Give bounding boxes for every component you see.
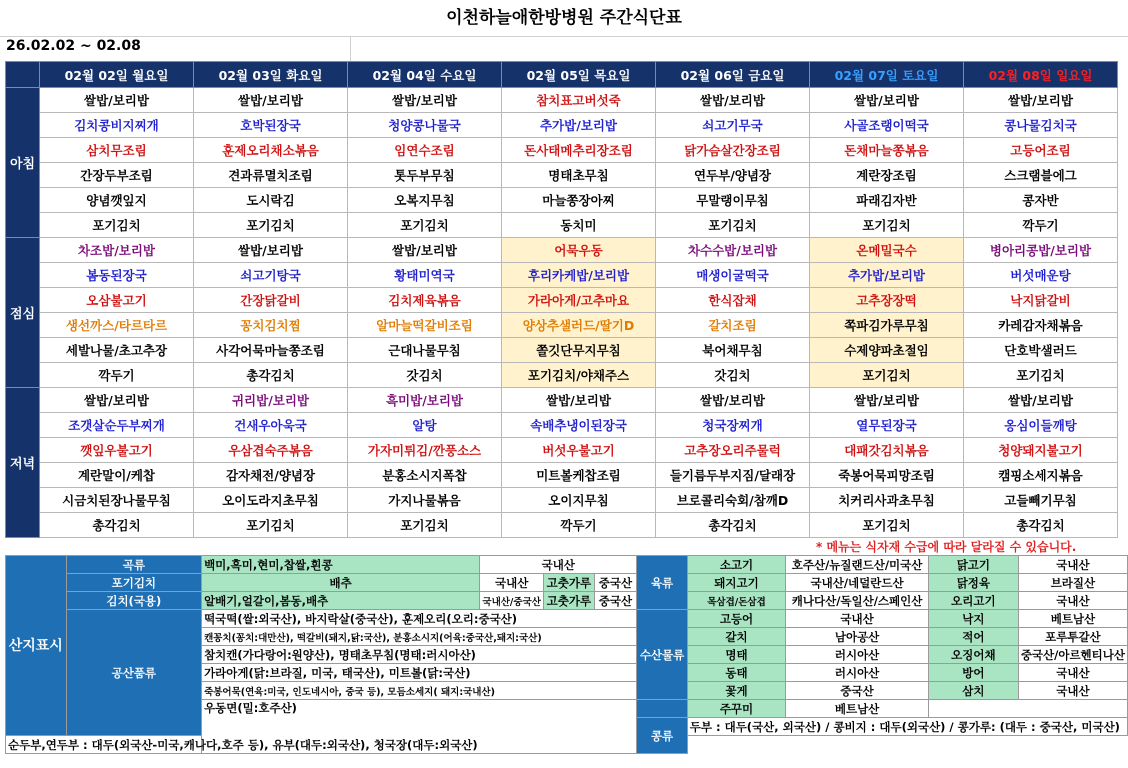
bean-line: 순두부,연두부 : 대두(외국산-미국,캐나다,호주 등), 유부(대두:외국산), 청국장(대두:외국산) <box>6 736 480 754</box>
processed-line: 떡국떡(쌀:외국산), 바지락살(중국산), 훈제오리(오리:중국산) <box>202 610 637 628</box>
menu-item: 오복지무침 <box>348 188 502 213</box>
menu-item: 깍두기 <box>964 213 1118 238</box>
menu-item: 명태초무침 <box>502 163 656 188</box>
menu-item: 포기김치 <box>656 213 810 238</box>
menu-row <box>6 513 1118 538</box>
meat-item: 닭정육 <box>928 574 1018 592</box>
divider <box>0 36 1128 37</box>
menu-item: 쌀밥/보리밥 <box>656 388 810 413</box>
menu-row <box>6 363 1118 388</box>
menu-item: 세발나물/초고추장 <box>40 338 194 363</box>
menu-item: 차조밥/보리밥 <box>40 238 194 263</box>
meat-origin: 국내산/네덜란드산 <box>786 574 929 592</box>
menu-row <box>6 213 1118 238</box>
menu-item: 감자채전/양념장 <box>194 463 348 488</box>
menu-item: 알마늘떡갈비조림 <box>348 313 502 338</box>
menu-item: 병아리콩밥/보리밥 <box>964 238 1118 263</box>
menu-item: 포기김치 <box>348 213 502 238</box>
menu-item: 청국장찌개 <box>656 413 810 438</box>
seafood-origin: 베트남산 <box>786 700 929 718</box>
notice-text: * 메뉴는 식자재 수급에 따라 달라질 수 있습니다. <box>816 540 1077 554</box>
kimchi-pepper: 고춧가루 <box>544 574 594 592</box>
menu-row <box>6 338 1118 363</box>
menu-item: 수제양파초절임 <box>810 338 964 363</box>
menu-item: 흑미밥/보리밥 <box>348 388 502 413</box>
menu-item: 김치콩비지찌개 <box>40 113 194 138</box>
category-processed: 공산품류 <box>66 610 201 736</box>
menu-item: 총각김치 <box>656 513 810 538</box>
menu-item: 총각김치 <box>964 513 1118 538</box>
menu-item: 쇠고기탕국 <box>194 263 348 288</box>
menu-item: 파래김자반 <box>810 188 964 213</box>
menu-item: 추가밥/보리밥 <box>810 263 964 288</box>
menu-item: 꽁치김치찜 <box>194 313 348 338</box>
kimchi-pepper-origin: 중국산 <box>594 574 637 592</box>
menu-row <box>6 463 1118 488</box>
menu-item: 삼치무조림 <box>40 138 194 163</box>
meat-origin: 호주산/뉴질랜드산/미국산 <box>786 556 929 574</box>
menu-item: 쌀밥/보리밥 <box>194 238 348 263</box>
menu-item: 도시락김 <box>194 188 348 213</box>
menu-item: 김치제육볶음 <box>348 288 502 313</box>
category-bean: 콩류 <box>637 718 687 754</box>
menu-item: 생선까스/타르타르 <box>40 313 194 338</box>
menu-item: 치커리사과초무침 <box>810 488 964 513</box>
menu-item: 후리카케밥/보리밥 <box>502 263 656 288</box>
meat-item: 돼지고기 <box>687 574 785 592</box>
processed-line: 참치캔(가다랑어:원양산), 명태초무침(명태:러시아산) <box>202 646 637 664</box>
menu-item: 돈사태메추리장조림 <box>502 138 656 163</box>
seafood-item: 고등어 <box>687 610 785 628</box>
meat-origin: 국내산 <box>1018 556 1127 574</box>
menu-item: 버섯매운탕 <box>964 263 1118 288</box>
menu-item: 한식잡채 <box>656 288 810 313</box>
menu-item: 갓김치 <box>656 363 810 388</box>
menu-item: 쌀밥/보리밥 <box>194 88 348 113</box>
meal-label: 아침 <box>6 88 40 238</box>
menu-item: 사각어묵마늘쫑조림 <box>194 338 348 363</box>
menu-item: 훈제오리채소볶음 <box>194 138 348 163</box>
menu-item: 우삼겹숙주볶음 <box>194 438 348 463</box>
meal-label: 점심 <box>6 238 40 388</box>
menu-item: 포기김치 <box>964 363 1118 388</box>
seafood-origin: 중국산/아르헨티나산 <box>1018 646 1127 664</box>
menu-row <box>6 413 1118 438</box>
menu-item: 포기김치 <box>810 513 964 538</box>
divider <box>350 36 351 61</box>
menu-item: 봄동된장국 <box>40 263 194 288</box>
menu-item: 쌀밥/보리밥 <box>810 388 964 413</box>
menu-row <box>6 163 1118 188</box>
meal-label: 저녁 <box>6 388 40 538</box>
menu-item: 대패갓김치볶음 <box>810 438 964 463</box>
category-seafood: 수산물류 <box>637 610 687 700</box>
menu-row <box>6 313 1118 338</box>
seafood-origin: 국내산 <box>1018 682 1127 700</box>
menu-item: 양상추샐러드/딸기D <box>502 313 656 338</box>
week-period: 26.02.02 ~ 02.08 <box>6 38 141 54</box>
menu-row <box>6 388 1118 413</box>
menu-item: 쌀밥/보리밥 <box>348 88 502 113</box>
seafood-item: 삼치 <box>928 682 1018 700</box>
menu-item: 근대나물무침 <box>348 338 502 363</box>
menu-item: 쌀밥/보리밥 <box>348 238 502 263</box>
grain-origin: 국내산 <box>480 556 637 574</box>
day-header: 02월 06일 금요일 <box>656 62 810 88</box>
menu-item: 고들빼기무침 <box>964 488 1118 513</box>
menu-item: 포기김치 <box>40 213 194 238</box>
menu-row <box>6 288 1118 313</box>
menu-item: 들기름두부지짐/달래장 <box>656 463 810 488</box>
menu-row <box>6 238 1118 263</box>
seafood-item: 오징어채 <box>928 646 1018 664</box>
menu-item: 견과류멸치조림 <box>194 163 348 188</box>
meat-origin: 국내산 <box>1018 592 1127 610</box>
kimchi2-items: 알배기,얼갈이,봄동,배추 <box>202 592 480 610</box>
meat-item: 닭고기 <box>928 556 1018 574</box>
page-title: 이천하늘애한방병원 주간식단표 <box>446 8 682 28</box>
menu-item: 양념깻잎지 <box>40 188 194 213</box>
menu-item: 알탕 <box>348 413 502 438</box>
seafood-origin: 러시아산 <box>786 646 929 664</box>
meat-origin: 캐나다산/독일산/스페인산 <box>786 592 929 610</box>
seafood-item: 명태 <box>687 646 785 664</box>
menu-item: 연두부/양념장 <box>656 163 810 188</box>
category-kimchi-soup: 김치(국용) <box>66 592 201 610</box>
menu-item: 계란말이/케찹 <box>40 463 194 488</box>
menu-item: 깍두기 <box>40 363 194 388</box>
menu-item: 시금치된장나물무침 <box>40 488 194 513</box>
corner-cell <box>6 62 40 88</box>
menu-item: 닭가슴살간장조림 <box>656 138 810 163</box>
menu-item: 간장닭갈비 <box>194 288 348 313</box>
seafood-origin: 남아공산 <box>786 628 929 646</box>
seafood-item: 갈치 <box>687 628 785 646</box>
menu-item: 온메밀국수 <box>810 238 964 263</box>
menu-row <box>6 138 1118 163</box>
kimchi2-items-origin: 국내산/중국산 <box>480 592 544 610</box>
menu-item: 가라아게/고추마요 <box>502 288 656 313</box>
menu-item: 어묵우동 <box>502 238 656 263</box>
menu-item: 청양콩나물국 <box>348 113 502 138</box>
menu-item: 갓김치 <box>348 363 502 388</box>
menu-item: 쫄깃단무지무침 <box>502 338 656 363</box>
menu-item: 조갯살순두부찌개 <box>40 413 194 438</box>
weekly-menu-table <box>5 61 1118 538</box>
menu-item: 총각김치 <box>40 513 194 538</box>
menu-item: 낙지닭갈비 <box>964 288 1118 313</box>
menu-item: 브로콜리숙회/참깨D <box>656 488 810 513</box>
menu-item: 쌀밥/보리밥 <box>964 388 1118 413</box>
menu-row <box>6 438 1118 463</box>
menu-item: 사골조랭이떡국 <box>810 113 964 138</box>
menu-item: 갈치조림 <box>656 313 810 338</box>
menu-item: 돈채마늘쫑볶음 <box>810 138 964 163</box>
seafood-empty <box>928 700 1127 718</box>
seafood-spacer <box>637 700 687 718</box>
menu-item: 임연수조림 <box>348 138 502 163</box>
menu-item: 버섯우불고기 <box>502 438 656 463</box>
kimchi-cabbage-origin: 국내산 <box>480 574 544 592</box>
day-header-sunday: 02월 08일 일요일 <box>964 62 1118 88</box>
menu-item: 깻잎우불고기 <box>40 438 194 463</box>
seafood-origin: 중국산 <box>786 682 929 700</box>
menu-item: 포기김치 <box>810 213 964 238</box>
menu-item: 오이도라지초무침 <box>194 488 348 513</box>
menu-item: 청양돼지불고기 <box>964 438 1118 463</box>
day-header: 02월 04일 수요일 <box>348 62 502 88</box>
menu-item: 콩나물김치국 <box>964 113 1118 138</box>
seafood-item: 꽃게 <box>687 682 785 700</box>
menu-item: 쌀밥/보리밥 <box>656 88 810 113</box>
menu-item: 미트볼케찹조림 <box>502 463 656 488</box>
menu-row <box>6 188 1118 213</box>
menu-row <box>6 263 1118 288</box>
menu-item: 쌀밥/보리밥 <box>502 388 656 413</box>
meat-origin: 브라질산 <box>1018 574 1127 592</box>
menu-item: 속배추냉이된장국 <box>502 413 656 438</box>
menu-item: 쪽파김가루무침 <box>810 313 964 338</box>
menu-item: 포기김치 <box>348 513 502 538</box>
menu-row <box>6 88 1118 113</box>
menu-item: 추가밥/보리밥 <box>502 113 656 138</box>
menu-item: 간장두부조림 <box>40 163 194 188</box>
day-header: 02월 02일 월요일 <box>40 62 194 88</box>
menu-item: 옹심이들깨탕 <box>964 413 1118 438</box>
menu-item: 카레감자채볶음 <box>964 313 1118 338</box>
menu-item: 쌀밥/보리밥 <box>964 88 1118 113</box>
day-header-saturday: 02월 07일 토요일 <box>810 62 964 88</box>
day-header: 02월 03일 화요일 <box>194 62 348 88</box>
processed-line: 우동면(밀:호주산) <box>202 700 637 754</box>
menu-item: 단호박샐러드 <box>964 338 1118 363</box>
seafood-origin: 국내산 <box>786 610 929 628</box>
kimchi-cabbage: 배추 <box>202 574 480 592</box>
menu-item: 쌀밥/보리밥 <box>40 388 194 413</box>
menu-item: 귀리밥/보리밥 <box>194 388 348 413</box>
menu-item: 포기김치 <box>194 513 348 538</box>
menu-item: 열무된장국 <box>810 413 964 438</box>
menu-item: 고추장장떡 <box>810 288 964 313</box>
menu-item: 쌀밥/보리밥 <box>810 88 964 113</box>
origin-side-label: 산지표시 <box>6 556 67 736</box>
origin-table <box>5 555 1128 754</box>
menu-item: 콩자반 <box>964 188 1118 213</box>
category-grain: 곡류 <box>66 556 201 574</box>
seafood-origin: 포루투갈산 <box>1018 628 1127 646</box>
kimchi2-pepper: 고춧가루 <box>544 592 594 610</box>
menu-item: 건새우아욱국 <box>194 413 348 438</box>
meat-item: 소고기 <box>687 556 785 574</box>
day-header: 02월 05일 목요일 <box>502 62 656 88</box>
menu-row <box>6 488 1118 513</box>
menu-item: 호박된장국 <box>194 113 348 138</box>
menu-item: 오삼불고기 <box>40 288 194 313</box>
meat-item: 오리고기 <box>928 592 1018 610</box>
menu-item: 동치미 <box>502 213 656 238</box>
kimchi2-pepper-origin: 중국산 <box>594 592 637 610</box>
grain-items: 백미,흑미,현미,찹쌀,흰콩 <box>202 556 480 574</box>
menu-item: 가자미튀김/깐풍소스 <box>348 438 502 463</box>
menu-row <box>6 113 1118 138</box>
seafood-item: 방어 <box>928 664 1018 682</box>
menu-item: 오이지무침 <box>502 488 656 513</box>
menu-item: 포기김치 <box>194 213 348 238</box>
meat-item: 목삼겹/돈삼겹 <box>687 592 785 610</box>
bean-line: 두부 : 대두(국산, 외국산) / 콩비지 : 대두(외국산) / 콩가루: (대두 : 중국산, 미국산) <box>687 718 1127 736</box>
processed-line: 캔꽁치(꽁치:대만산), 떡갈비(돼지,닭:국산), 분홍소시지(어육:중국산,돼지:국산) <box>202 628 637 646</box>
menu-item: 고추장오리주물럭 <box>656 438 810 463</box>
processed-line: 가라아게(닭:브라질, 미국, 태국산), 미트볼(닭:국산) <box>202 664 637 682</box>
seafood-origin: 국내산 <box>1018 664 1127 682</box>
seafood-item: 주꾸미 <box>687 700 785 718</box>
seafood-item: 동태 <box>687 664 785 682</box>
menu-item: 포기김치 <box>810 363 964 388</box>
menu-item: 황태미역국 <box>348 263 502 288</box>
menu-item: 북어채무침 <box>656 338 810 363</box>
menu-item: 스크램블에그 <box>964 163 1118 188</box>
seafood-item: 낙지 <box>928 610 1018 628</box>
seafood-item: 적어 <box>928 628 1018 646</box>
category-kimchi: 포기김치 <box>66 574 201 592</box>
seafood-origin: 베트남산 <box>1018 610 1127 628</box>
menu-item: 무말랭이무침 <box>656 188 810 213</box>
seafood-origin: 러시아산 <box>786 664 929 682</box>
menu-item: 죽봉어묵피망조림 <box>810 463 964 488</box>
menu-item: 분홍소시지폭찹 <box>348 463 502 488</box>
menu-item: 참치표고버섯죽 <box>502 88 656 113</box>
menu-item: 가지나물볶음 <box>348 488 502 513</box>
menu-item: 총각김치 <box>194 363 348 388</box>
menu-item: 매생이굴떡국 <box>656 263 810 288</box>
processed-line: 죽봉어묵(연육:미국, 인도네시아, 중국 등), 모듬소세지( 돼지:국내산) <box>202 682 637 700</box>
menu-item: 캠핑소세지볶음 <box>964 463 1118 488</box>
menu-item: 깍두기 <box>502 513 656 538</box>
menu-item: 마늘쫑장아찌 <box>502 188 656 213</box>
menu-item: 계란장조림 <box>810 163 964 188</box>
menu-item: 쇠고기무국 <box>656 113 810 138</box>
menu-item: 톳두부무침 <box>348 163 502 188</box>
menu-item: 차수수밥/보리밥 <box>656 238 810 263</box>
menu-item: 고등어조림 <box>964 138 1118 163</box>
category-meat: 육류 <box>637 556 687 610</box>
menu-item: 포기김치/야채주스 <box>502 363 656 388</box>
menu-item: 쌀밥/보리밥 <box>40 88 194 113</box>
